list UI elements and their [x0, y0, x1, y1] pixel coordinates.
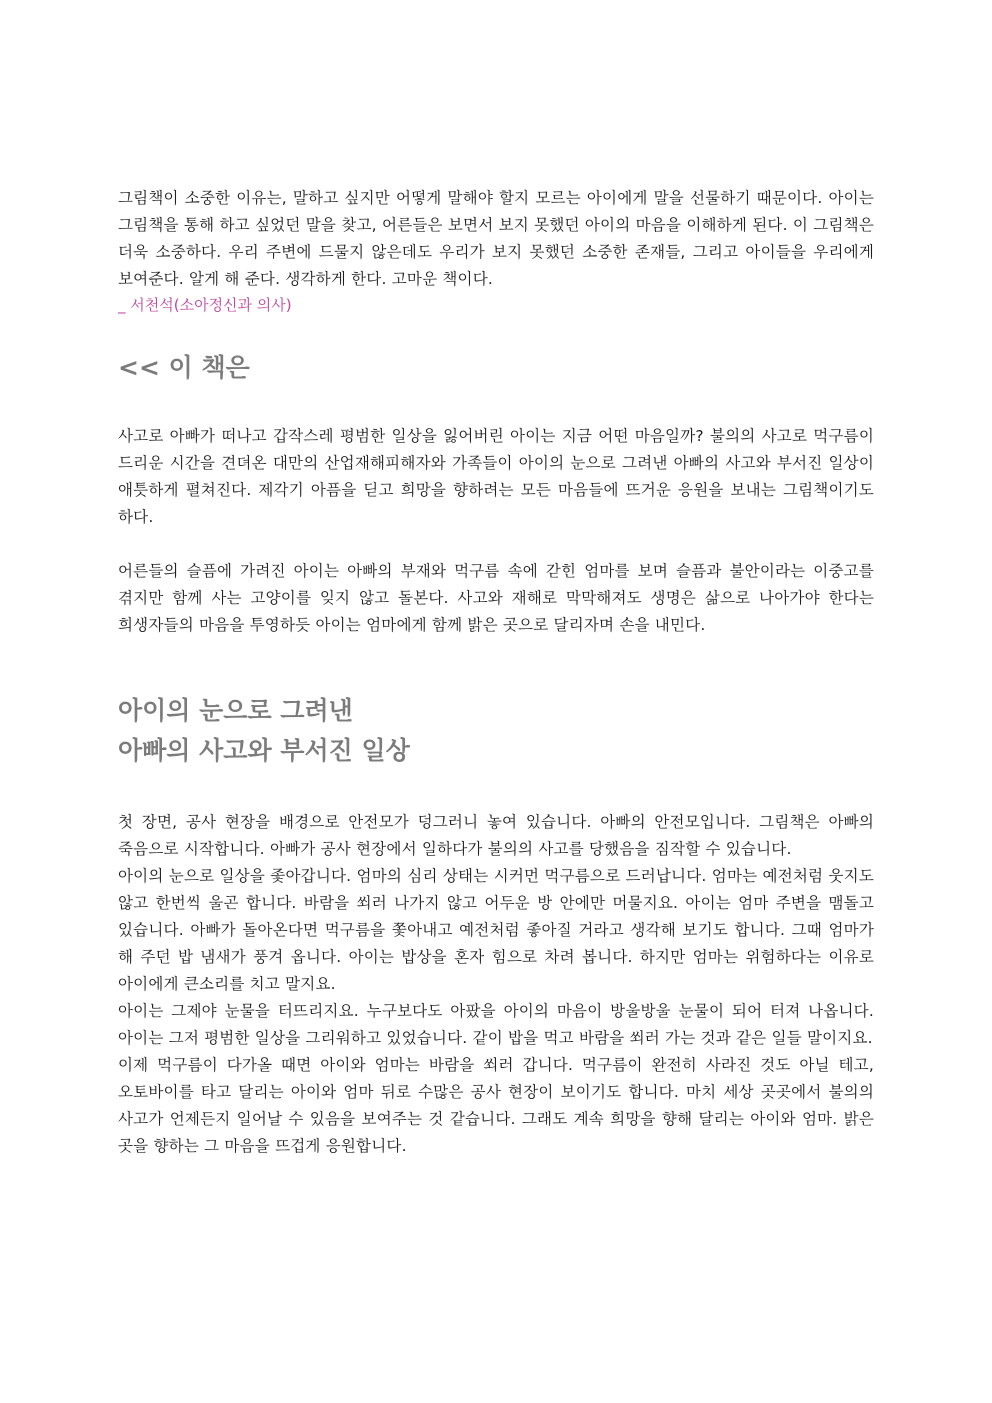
- about-paragraph: 어른들의 슬픔에 가려진 아이는 아빠의 부재와 먹구름 속에 갇힌 엄마를 보며 슬픔과 불안이라는 이중고를 겪지만 함께 사는 고양이를 잊지 않고 돌본다. 사고와 재해로 막막해져도 생명은 삶으로 나아가야 한다는 희생자들의 마음을 투영하듯 아이는 엄마에게 함께 밝은 곳으로 달리자며 손을 내민다.: [118, 562, 874, 634]
- quote-credit: _ 서천석(소아정신과 의사): [118, 296, 292, 314]
- section-title-story-line2: 아빠의 사고와 부서진 일상: [118, 736, 410, 765]
- document-page: [118, 185, 874, 1160]
- intro-quote: 그림책이 소중한 이유는, 말하고 싶지만 어떻게 말해야 할지 모르는 아이에게 말을 선물하기 때문이다. 아이는 그림책을 통해 하고 싶었던 말을 찾고, 어른들은 보면서 보지 못했던 아이의 마음을 이해하게 된다. 이 그림책은 더욱 소중하다. 우리 주변에 드물지 않은데도 우리가 보지 못했던 소중한 존재들, 그리고 아이들을 우리에게 보여준다. 알게 해 준다. 생각하게 한다. 고마운 책이다.: [118, 189, 874, 288]
- section-title-about: << 이 책은: [118, 353, 250, 382]
- section-title-story-line1: 아이의 눈으로 그려낸: [118, 696, 353, 725]
- story-paragraph: 아이의 눈으로 일상을 좇아갑니다. 엄마의 심리 상태는 시커먼 먹구름으로 드러납니다. 엄마는 예전처럼 웃지도 않고 한번씩 울곤 합니다. 바람을 쐬러 나가지 않고 어두운 방 안에만 머물지요. 아이는 엄마 주변을 맴돌고 있습니다. 아빠가 돌아온다면 먹구름을 쫓아내고 예전처럼 좋아질 거라고 생각해 보기도 합니다. 그때 엄마가 해 주던 밥 냄새가 풍겨 옵니다. 아이는 밥상을 혼자 힘으로 차려 봅니다. 하지만 엄마는 위험하다는 이유로 아이에게 큰소리를 치고 말지요.: [118, 867, 874, 993]
- story-paragraph: 첫 장면, 공사 현장을 배경으로 안전모가 덩그러니 놓여 있습니다. 아빠의 안전모입니다. 그림책은 아빠의 죽음으로 시작합니다. 아빠가 공사 현장에서 일하다가 불의의 사고를 당했음을 짐작할 수 있습니다.: [118, 813, 874, 858]
- story-paragraph: 이제 먹구름이 다가올 때면 아이와 엄마는 바람을 쐬러 갑니다. 먹구름이 완전히 사라진 것도 아닐 테고, 오토바이를 타고 달리는 아이와 엄마 뒤로 수많은 공사 현장이 보이기도 합니다. 마치 세상 곳곳에서 불의의 사고가 언제든지 일어날 수 있음을 보여주는 것 같습니다. 그래도 계속 희망을 향해 달리는 아이와 엄마. 밝은 곳을 향하는 그 마음을 뜨겁게 응원합니다.: [118, 1056, 874, 1155]
- story-paragraph: 아이는 그제야 눈물을 터뜨리지요. 누구보다도 아팠을 아이의 마음이 방울방울 눈물이 되어 터져 나옵니다. 아이는 그저 평범한 일상을 그리워하고 있었습니다. 같이 밥을 먹고 바람을 쐬러 가는 것과 같은 일들 말이지요.: [118, 1002, 874, 1047]
- about-paragraph: 사고로 아빠가 떠나고 갑작스레 평범한 일상을 잃어버린 아이는 지금 어떤 마음일까? 불의의 사고로 먹구름이 드리운 시간을 견뎌온 대만의 산업재해피해자와 가족들이 아이의 눈으로 그려낸 아빠의 사고와 부서진 일상이 애틋하게 펼쳐진다. 제각기 아픔을 딛고 희망을 향하려는 모든 마음들에 뜨거운 응원을 보내는 그림책이기도 하다.: [118, 427, 874, 526]
